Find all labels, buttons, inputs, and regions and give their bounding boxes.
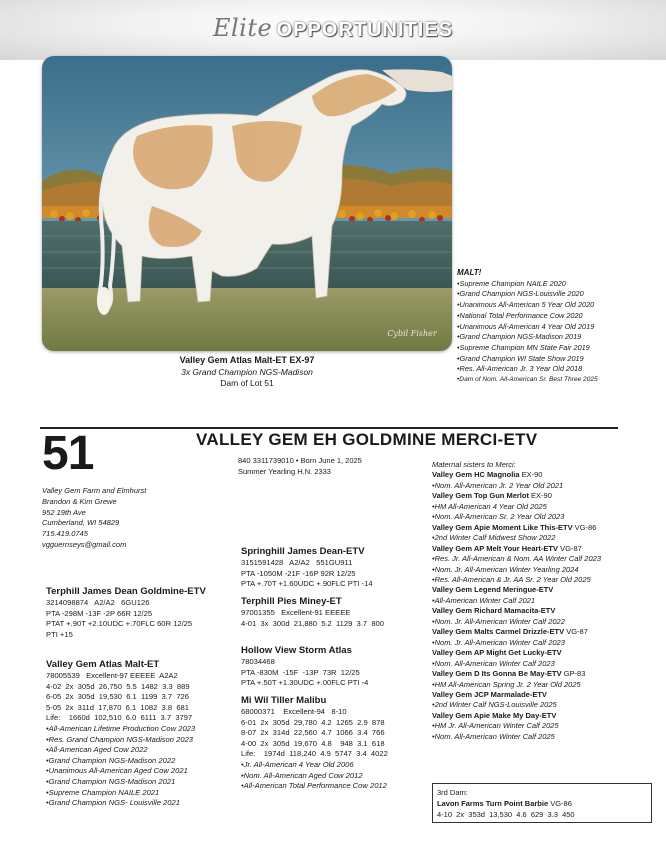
dam-line: 5-05 2x 311d 17,870 6.1 1082 3.8 681 xyxy=(46,702,189,712)
photo-caption xyxy=(42,355,452,390)
caption-line-2: 3x Grand Champion NGS-Madison xyxy=(181,366,313,377)
sister-name: Valley Gem D Its Gonna Be May-ETV xyxy=(432,669,562,679)
dam-dam-line: Life: 1974d 118,240 4.9 5747 3.4 4022 xyxy=(241,749,388,759)
sire-line: PTA -298M -13F -2P 66R 12/25 xyxy=(46,608,153,618)
dam-line: 4-02 2x 305d 26,750 5.5 1482 3.3 889 xyxy=(46,681,190,691)
dam-sire-name: Hollow View Storm Atlas xyxy=(241,645,352,656)
lot-registration xyxy=(238,455,362,477)
malt-honors-title: MALT! xyxy=(457,268,482,277)
dam-honor: •Res. Grand Champion NGS-Madison 2023 xyxy=(46,734,194,744)
banner-elite-word: Elite xyxy=(212,14,273,42)
seller-info xyxy=(42,486,146,551)
dam-sire-line: 78034468 xyxy=(241,657,275,666)
malt-honor-item: •Unanimous All-American 5 Year Old 2020 xyxy=(457,300,595,310)
sister-entry xyxy=(432,711,652,721)
sister-entry xyxy=(432,585,652,595)
sister-name: Valley Gem Apie Make My Day-ETV xyxy=(432,710,557,720)
sire-sire-name: Springhill James Dean-ETV xyxy=(241,546,365,557)
sire-dam-name: Terphill Pies Miney-ET xyxy=(241,596,342,607)
cow-photo xyxy=(42,56,452,351)
sister-entry xyxy=(432,690,652,700)
sister-name: Valley Gem AP Melt Your Heart-ETV xyxy=(432,543,559,553)
dam-dam-line: 6-01 2x 305d 29,780 4.2 1265 2.9 878 xyxy=(241,717,385,727)
sister-entry xyxy=(432,523,652,533)
dam-sire-line: PTA -830M -15F -13P 73R 12/25 xyxy=(241,667,360,677)
sister-entry xyxy=(432,470,652,480)
sister-entry xyxy=(432,491,652,501)
sister-score: VG-87 xyxy=(564,627,588,637)
malt-honor-item: •Supreme Champion MN State Fair 2019 xyxy=(457,342,590,352)
banner-opportunities-word: OPPORTUNITIES xyxy=(276,19,454,41)
sister-note: •Nom. Jr. All-American Winter Calf 2023 xyxy=(432,637,565,647)
sire-sire-line: PTA +.70T +1.60UDC +.90FLC PTI -14 xyxy=(241,579,373,589)
dam-dam-honor: •All-American Total Performance Cow 2012 xyxy=(241,781,387,791)
sire-sire-line: 3151591428 A2/A2 551GU911 xyxy=(241,558,353,567)
seller-line: Cumberland, WI 54829 xyxy=(42,518,120,528)
sisters-heading: Maternal sisters to Merci: xyxy=(432,460,516,469)
sister-score: GP-83 xyxy=(561,669,586,679)
photo-watermark: Cybil Fisher xyxy=(387,329,437,338)
dam-dam-honor: •Nom. All-American Aged Cow 2012 xyxy=(241,770,363,780)
third-dam-record: 4-10 2x 353d 13,530 4.6 629 3.3 450 xyxy=(437,810,575,819)
sister-name: Valley Gem AP Might Get Lucky-ETV xyxy=(432,648,562,658)
dam-dam-block xyxy=(241,694,388,792)
sister-note: •All-American Winter Calf 2021 xyxy=(432,595,536,605)
sister-note: •2nd Winter Calf Midwest Show 2022 xyxy=(432,533,556,543)
dam-dam-line: 68000371 Excellent-94 8-10 xyxy=(241,707,347,716)
lot-title: VALLEY GEM EH GOLDMINE MERCI-ETV xyxy=(196,430,538,449)
third-dam-name: Lavon Farms Turn Point Barbie xyxy=(437,799,549,808)
dam-dam-honor: •Jr. All-American 4 Year Old 2006 xyxy=(241,759,354,769)
sister-score: VG-87 xyxy=(558,543,582,553)
sister-entry xyxy=(432,669,652,679)
sire-line: PTAT +.90T +2.10UDC +.70FLC 60R 12/25 xyxy=(46,619,193,629)
third-dam-score: VG-86 xyxy=(548,799,572,808)
dam-honor: •Unanimous All-American Aged Cow 2021 xyxy=(46,766,188,776)
dam-sire-block xyxy=(241,644,368,689)
dam-honor: •All-American Lifetime Production Cow 2023 xyxy=(46,723,196,733)
dam-honor: •All-American Aged Cow 2022 xyxy=(46,745,148,755)
sister-entry xyxy=(432,648,652,658)
third-dam-entry xyxy=(437,798,647,809)
seller-line: Valley Gem Farm and Elmhurst xyxy=(42,486,147,495)
sister-note: •HM All-American 4 Year Old 2025 xyxy=(432,501,547,511)
sister-note: •Nom. All-American Sr. 2 Year Old 2023 xyxy=(432,512,565,522)
dam-block xyxy=(46,658,195,809)
sister-note: •Nom. All-American Jr. 2 Year Old 2021 xyxy=(432,480,564,490)
sister-name: Valley Gem Apie Moment Like This-ETV xyxy=(432,522,573,532)
malt-honor-item: •Res. All-American Jr. 3 Year Old 2018 xyxy=(457,364,583,374)
banner-title xyxy=(0,14,666,42)
malt-honor-item: •Unanimous All-American 4 Year Old 2019 xyxy=(457,321,595,331)
sister-name: Valley Gem JCP Marmalade-ETV xyxy=(432,689,547,699)
sire-dam-line: 4-01 3x 300d 21,880 5.2 1129 3.7 800 xyxy=(241,618,384,628)
sister-note: •Nom. Jr. All-American Winter Yearling 2024 xyxy=(432,564,579,574)
sister-note: •HM Jr. All-American Winter Calf 2025 xyxy=(432,721,559,731)
dam-honor: •Grand Champion NGS-Madison 2021 xyxy=(46,776,176,786)
dam-line: Life: 1660d 102,510 6.0 6111 3.7 3797 xyxy=(46,713,193,723)
dam-honor: •Grand Champion NGS-Madison 2022 xyxy=(46,755,176,765)
header-banner xyxy=(0,0,666,60)
seller-line: 952 19th Ave xyxy=(42,507,86,517)
malt-honor-item: •Grand Champion WI State Show 2019 xyxy=(457,353,584,363)
third-dam-label: 3rd Dam: xyxy=(437,788,468,797)
dam-sire-line: PTA +.50T +1.30UDC +.00FLC PTI -4 xyxy=(241,678,369,688)
sister-name: Valley Gem HC Magnolia xyxy=(432,470,520,480)
sister-entry xyxy=(432,606,652,616)
malt-honor-item: •Dam of Nom. All-American Sr. Best Three 2025 xyxy=(457,376,598,384)
caption-cow-name: Valley Gem Atlas Malt-ET EX-97 xyxy=(179,355,315,365)
malt-honors-list xyxy=(457,268,662,386)
lot-reg-line-1: 840 3311739010 • Born June 1, 2025 xyxy=(238,456,362,465)
lot-number: 51 xyxy=(42,427,94,480)
maternal-sisters-list xyxy=(432,460,652,742)
sister-note: •2nd Winter Calf NGS-Louisville 2025 xyxy=(432,700,557,710)
sister-score: EX-90 xyxy=(528,491,552,501)
sister-note: •Nom. All-American Winter Calf 2025 xyxy=(432,731,555,741)
dam-line: 6-05 2x 305d 19,530 6.1 1199 3.7 726 xyxy=(46,692,189,702)
dam-honor: •Grand Champion NGS- Louisville 2021 xyxy=(46,798,180,808)
sister-note: •Res. Jr. All-American & Nom. AA Winter Calf 2023 xyxy=(432,554,601,564)
sire-sire-block xyxy=(241,545,373,590)
sister-note: •Res. All-American & Jr. AA Sr. 2 Year Old 2025 xyxy=(432,574,591,584)
sister-name: Valley Gem Top Gun Merlot xyxy=(432,491,529,501)
lot-reg-line-2: Summer Yearling H.N. 2333 xyxy=(238,467,331,476)
sister-note: •Nom. Jr. All-American Winter Calf 2022 xyxy=(432,616,565,626)
dam-honor: •Supreme Champion NAILE 2021 xyxy=(46,787,160,797)
sister-name: Valley Gem Malts Carmel Drizzle-ETV xyxy=(432,627,565,637)
sister-score: VG-86 xyxy=(572,522,597,532)
sister-name: Valley Gem Richard Mamacita-ETV xyxy=(432,606,556,616)
sister-note: •HM All-American Spring Jr. 2 Year Old 2025 xyxy=(432,679,581,689)
seller-email: vgguernseys@gmail.com xyxy=(42,539,127,549)
sister-note: •Nom. All-American Winter Calf 2023 xyxy=(432,658,555,668)
sire-line: 3214098874 A2/A2 6GU126 xyxy=(46,598,150,607)
dam-line: 78005539 Excellent-97 EEEEE A2A2 xyxy=(46,671,178,680)
caption-line-3: Dam of Lot 51 xyxy=(220,378,274,388)
malt-honor-item: •Supreme Champion NAILE 2020 xyxy=(457,278,566,288)
dam-dam-line: 4-00 2x 305d 19,670 4.8 948 3.1 618 xyxy=(241,738,385,748)
sister-score: EX-90 xyxy=(519,470,543,480)
malt-honor-item: •Grand Champion NGS-Louisville 2020 xyxy=(457,289,584,299)
sire-dam-line: 97001355 Excellent-91 EEEEE xyxy=(241,608,351,617)
sire-block xyxy=(46,585,206,640)
sister-name: Valley Gem Legend Meringue-ETV xyxy=(432,585,554,595)
dam-dam-name: Mi Wil Tiller Malibu xyxy=(241,695,327,706)
malt-honor-item: •National Total Performance Cow 2020 xyxy=(457,310,583,320)
malt-honor-item: •Grand Champion NGS-Madison 2019 xyxy=(457,332,582,342)
sister-entry xyxy=(432,627,652,637)
sire-sire-line: PTA -1050M -21F -16P 92R 12/25 xyxy=(241,568,356,578)
seller-phone: 715.419.0745 xyxy=(42,529,88,539)
sire-name: Terphill James Dean Goldmine-ETV xyxy=(46,586,206,597)
sister-entry xyxy=(432,544,652,554)
seller-line: Brandon & Kim Grewe xyxy=(42,496,117,506)
section-divider xyxy=(40,427,618,429)
third-dam-box xyxy=(432,783,652,823)
dam-name: Valley Gem Atlas Malt-ET xyxy=(46,659,160,670)
sire-line: PTI +15 xyxy=(46,629,73,639)
dam-dam-line: 8-07 2x 314d 22,560 4.7 1066 3.4 766 xyxy=(241,728,385,738)
sire-dam-block xyxy=(241,595,384,629)
